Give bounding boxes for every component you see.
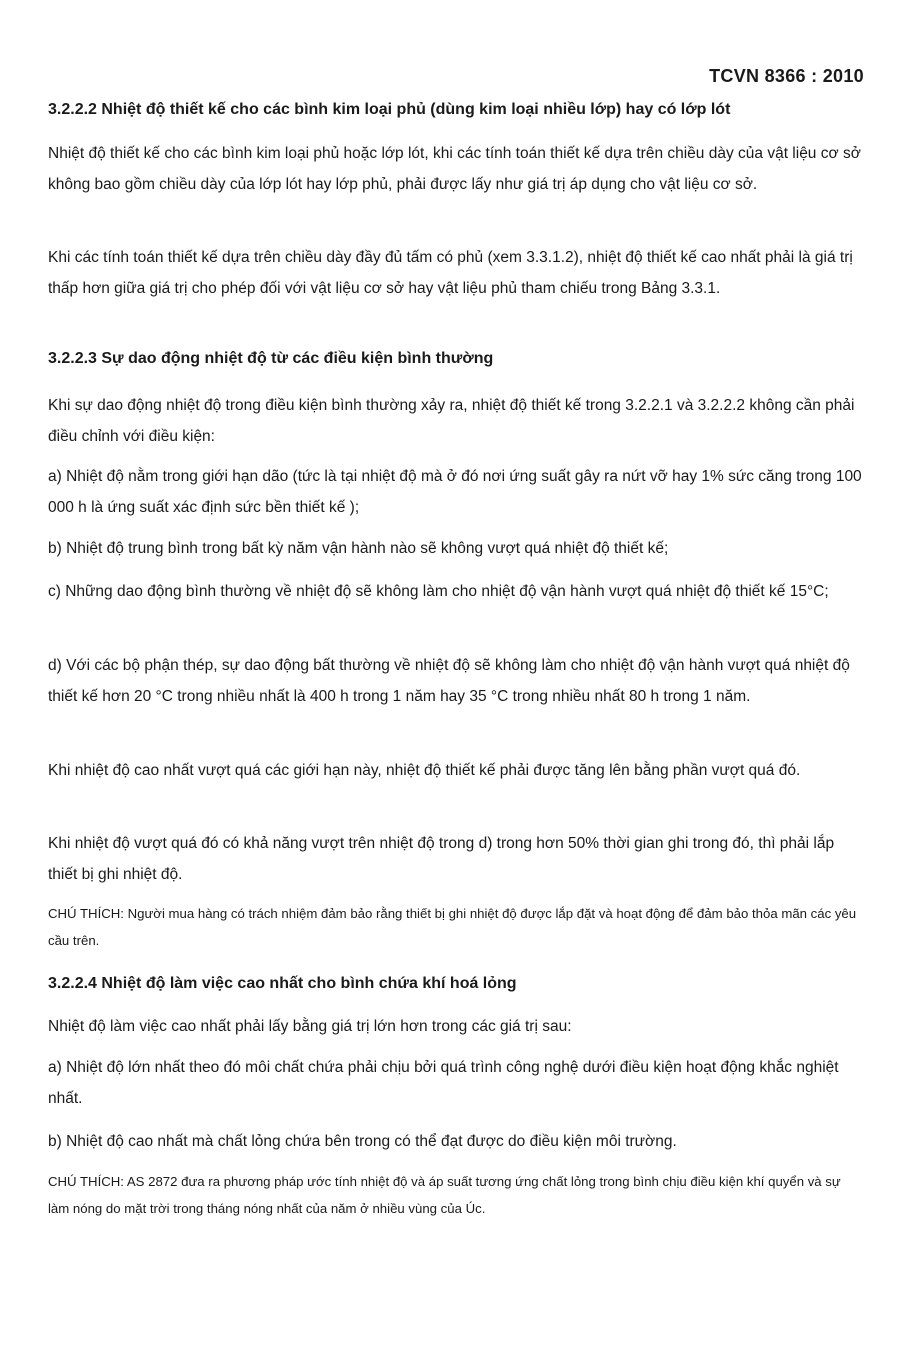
note-3-2-2-3: CHÚ THÍCH: Người mua hàng có trách nhiệm đảm bảo rằng thiết bị ghi nhiệt độ được lắp đặt và hoạt động để đảm bảo thỏa mãn các yêu cầu trên. [48, 906, 857, 948]
paragraph-3-2-2-4-intro: Nhiệt độ làm việc cao nhất phải lấy bằng giá trị lớn hơn trong các giá trị sau: [48, 1018, 572, 1035]
note-3-2-2-4: CHÚ THÍCH: AS 2872 đưa ra phương pháp ước tính nhiệt độ và áp suất tương ứng chất lỏng trong bình chịu điều kiện khí quyển và sự làm nóng do mặt trời trong tháng nóng nhất của năm ở nhiều vùng của Úc. [48, 1174, 841, 1216]
standard-number: TCVN 8366 : 2010 [709, 66, 864, 86]
list-item-c: c) Những dao động bình thường về nhiệt độ sẽ không làm cho nhiệt độ vận hành vượt quá nhiệt độ thiết kế 15°C; [48, 583, 829, 600]
heading-3-2-2-4: 3.2.2.4 Nhiệt độ làm việc cao nhất cho bình chứa khí hoá lỏng [48, 975, 517, 992]
heading-3-2-2-2: 3.2.2.2 Nhiệt độ thiết kế cho các bình kim loại phủ (dùng kim loại nhiều lớp) hay có lớp lót [48, 101, 731, 118]
list-item-a: a) Nhiệt độ nằm trong giới hạn dão (tức là tại nhiệt độ mà ở đó nơi ứng suất gây ra nứt vỡ hay 1% sức căng trong 100 000 h là ứng suất xác định sức bền thiết kế ); [48, 468, 862, 516]
paragraph-3-2-2-3-intro: Khi sự dao động nhiệt độ trong điều kiện bình thường xảy ra, nhiệt độ thiết kế trong 3.2.2.1 và 3.2.2.2 không cần phải điều chỉnh với điều kiện: [48, 397, 855, 445]
list-item-d: d) Với các bộ phận thép, sự dao động bất thường về nhiệt độ sẽ không làm cho nhiệt độ vận hành vượt quá nhiệt độ thiết kế hơn 20 °C trong nhiều nhất là 400 h trong 1 năm hay 35 °C trong nhiều nhất 80 h trong 1 năm. [48, 657, 850, 705]
list-item-b: b) Nhiệt độ trung bình trong bất kỳ năm vận hành nào sẽ không vượt quá nhiệt độ thiết kế; [48, 540, 669, 557]
paragraph-3-2-2-2-2: Khi các tính toán thiết kế dựa trên chiều dày đầy đủ tấm có phủ (xem 3.3.1.2), nhiệt độ thiết kế cao nhất phải là giá trị thấp hơn giữa giá trị cho phép đối với vật liệu cơ sở hay vật liệu phủ tham chiếu trong Bảng 3.3.1. [48, 249, 853, 297]
list-item-4a: a) Nhiệt độ lớn nhất theo đó môi chất chứa phải chịu bởi quá trình công nghệ dưới điều kiện hoạt động khắc nghiệt nhất. [48, 1059, 839, 1107]
paragraph-3-2-2-2-1: Nhiệt độ thiết kế cho các bình kim loại phủ hoặc lớp lót, khi các tính toán thiết kế dựa trên chiều dày của vật liệu cơ sở không bao gồm chiều dày của lớp lót hay lớp phủ, phải được lấy như giá trị áp dụng cho vật liệu cơ sở. [48, 145, 861, 193]
paragraph-exceed: Khi nhiệt độ cao nhất vượt quá các giới hạn này, nhiệt độ thiết kế phải được tăng lên bằng phần vượt quá đó. [48, 762, 801, 779]
list-item-4b: b) Nhiệt độ cao nhất mà chất lỏng chứa bên trong có thể đạt được do điều kiện môi trường. [48, 1133, 677, 1150]
heading-3-2-2-3: 3.2.2.3 Sự dao động nhiệt độ từ các điều kiện bình thường [48, 350, 494, 367]
paragraph-recorder: Khi nhiệt độ vượt quá đó có khả năng vượt trên nhiệt độ trong d) trong hơn 50% thời gian ghi trong đó, thì phải lắp thiết bị ghi nhiệt độ. [48, 835, 835, 883]
